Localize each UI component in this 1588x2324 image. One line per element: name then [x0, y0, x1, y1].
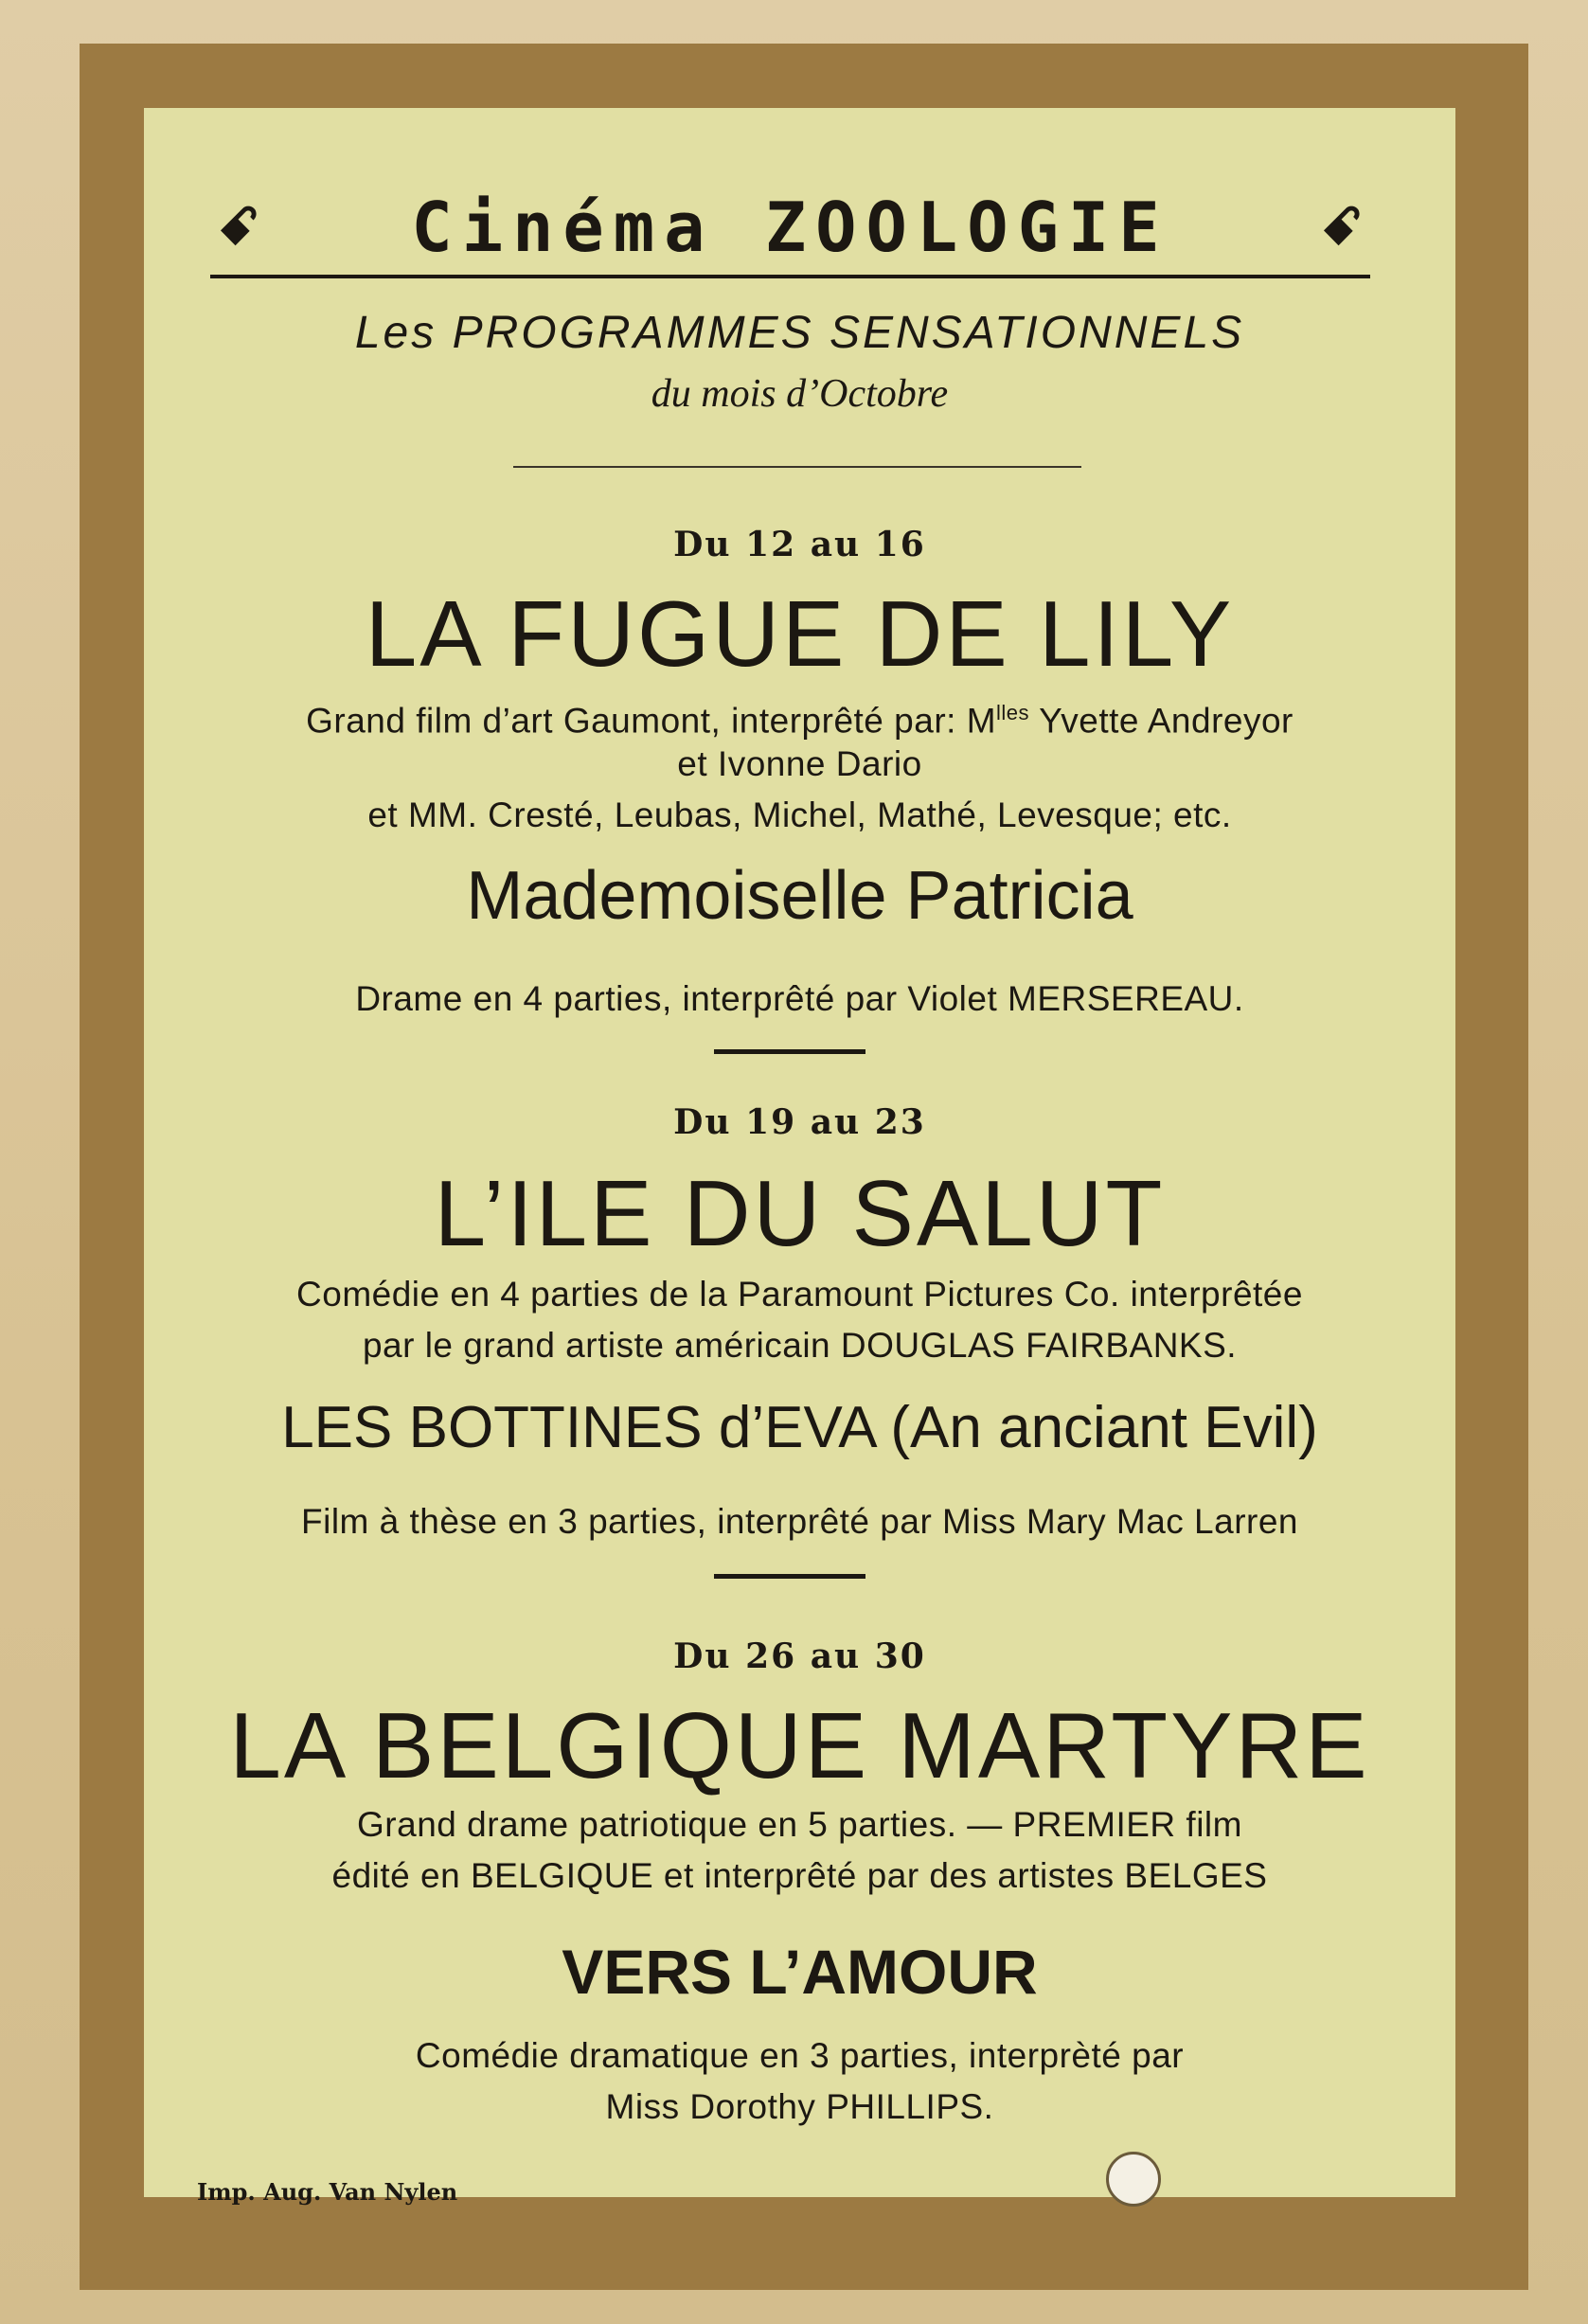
ornament-left-icon: ꗃ [218, 197, 259, 257]
printer-credit: Imp. Aug. Van Nylen [197, 2178, 458, 2206]
masthead-rule [210, 275, 1370, 278]
ornament-right-icon: ꗃ [1321, 197, 1363, 257]
week-3-feature-desc-line-2: Miss Dorothy PHILLIPS. [605, 2087, 994, 2126]
week-2-headline: L’ILE DU SALUT [434, 1161, 1166, 1265]
week-2-headline-desc-line-2: par le grand artiste américain DOUGLAS FAIRBANKS. [362, 1326, 1238, 1365]
week-1-headline: LA FUGUE DE LILY [365, 581, 1235, 686]
week-3-headline-desc-line-1: Grand drame patriotique en 5 parties. — PREMIER film [357, 1805, 1242, 1844]
subtitle-line-1: Les PROGRAMMES SENSATIONNELS [354, 308, 1245, 358]
week-3-headline: LA BELGIQUE MARTYRE [229, 1693, 1370, 1797]
subtitle-line-2: du mois d’Octobre [651, 372, 949, 416]
section-separator [714, 1049, 865, 1054]
week-1-date: Du 12 au 16 [673, 525, 926, 564]
week-1-headline-desc-line-2: et Ivonne Dario [677, 744, 922, 783]
week-1-feature-desc: Drame en 4 parties, interprêté par Violet MERSEREAU. [355, 979, 1244, 1018]
program-panel [144, 108, 1455, 2206]
week-1-feature: Mademoiselle Patricia [466, 858, 1133, 934]
week-3-date: Du 26 au 30 [673, 1636, 926, 1676]
week-2-headline-desc-line-1: Comédie en 4 parties de la Paramount Pictures Co. interprêtée [296, 1275, 1303, 1314]
punch-hole [1106, 2152, 1161, 2207]
week-3-headline-desc-line-2: édité en BELGIQUE et interprêté par des artistes BELGES [331, 1856, 1268, 1895]
week-3-feature: VERS L’AMOUR [562, 1937, 1038, 2007]
section-separator [714, 1574, 865, 1579]
week-2-date: Du 19 au 23 [673, 1102, 926, 1142]
week-1-headline-desc-line-3: et MM. Cresté, Leubas, Michel, Mathé, Levesque; etc. [367, 796, 1232, 834]
week-2-feature-desc: Film à thèse en 3 parties, interprêté par Miss Mary Mac Larren [301, 1502, 1298, 1541]
week-1-headline-desc-line-1: Grand film d’art Gaumont, interprêté par: $M^{lles}$ Yvette Andreyor [306, 701, 1294, 741]
divider-rule [513, 466, 1081, 468]
masthead [210, 184, 1370, 278]
week-3-feature-desc-line-1: Comédie dramatique en 3 parties, interprèté par [415, 2036, 1185, 2075]
week-2-feature: LES BOTTINES d’EVA (An anciant Evil) [281, 1395, 1318, 1460]
cinema-title: Cinéma ZOOLOGIE [411, 188, 1169, 267]
